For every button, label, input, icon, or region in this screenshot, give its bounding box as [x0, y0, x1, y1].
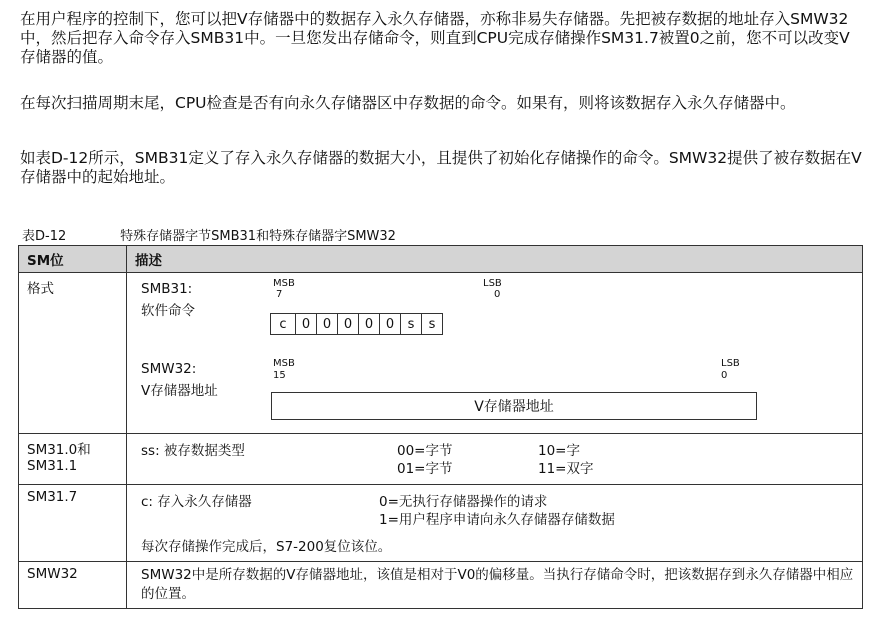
format-diagram	[127, 273, 862, 433]
table-caption	[22, 225, 396, 244]
table-row-smw32	[19, 562, 863, 609]
header-sm-bit: SM位	[19, 246, 127, 273]
bit-1: s	[400, 313, 422, 335]
sm317-value-1: 1=用户程序申请向永久存储器存储数据	[379, 512, 615, 528]
table-row-sm31-7	[19, 485, 863, 562]
smb31-bit-cells	[271, 313, 443, 335]
smw32-desc: V存储器地址	[141, 383, 218, 399]
paragraph-3: 如表D-12所示，SMB31定义了存入永久存储器的数据大小，且提供了初始化存储操作的命令。SMW32提供了被存数据在V存储器中的起始地址。	[20, 148, 862, 186]
sm317-desc-cell	[127, 485, 863, 562]
smb31-lsb: LSB	[483, 278, 502, 289]
bit-5: 0	[316, 313, 338, 335]
smw32-desc: SMW32中是所存数据的V存储器地址，该值是相对于V0的偏移量。当执行存储命令时，把该数据存到永久存储器中相应的位置。	[127, 562, 863, 609]
sm310-value-10: 10=字	[538, 443, 580, 459]
bit-7: c	[270, 313, 296, 335]
header-description: 描述	[127, 246, 863, 273]
sm310-value-11: 11=双字	[538, 461, 594, 477]
smb31-lsb-index: 0	[494, 289, 501, 300]
sm310-desc: ss: 被存数据类型	[141, 443, 245, 459]
paragraph-2: 在每次扫描周期末尾，CPU检查是否有向永久存储器区中存数据的命令。如果有，则将该数据存入永久存储器中。	[20, 93, 796, 112]
paragraph-1: 在用户程序的控制下，您可以把V存储器中的数据存入永久存储器，亦称非易失存储器。先把被存数据的地址存入SMW32中，然后把存入命令存入SMB31中。一旦您发出存储命令，则直到CPU完成存储操作SM31.7被置0之前，您不可以改变V存储器的值。	[20, 9, 850, 66]
sm310-value-01: 01=字节	[397, 461, 453, 477]
smw32-lsb: LSB	[721, 358, 740, 369]
smb31-msb: MSB	[273, 278, 295, 289]
table-header-row	[19, 246, 863, 273]
smb31-name: SMB31:	[141, 281, 193, 297]
sm310-label-line2: SM31.1	[27, 458, 78, 474]
sm-table	[18, 245, 863, 609]
smw32-word-box: V存储器地址	[271, 392, 757, 420]
sm317-desc: c: 存入永久存储器	[141, 494, 252, 510]
bit-0: s	[421, 313, 443, 335]
sm317-label: SM31.7	[19, 485, 127, 562]
table-row-sm31-0	[19, 434, 863, 485]
smw32-lsb-index: 0	[721, 370, 728, 381]
sm310-label-line1: SM31.0和	[27, 442, 91, 458]
sm317-note: 每次存储操作完成后，S7-200复位该位。	[141, 539, 392, 555]
sm317-value-0: 0=无执行存储器操作的请求	[379, 494, 548, 510]
bit-2: 0	[379, 313, 401, 335]
sm310-label	[19, 434, 127, 485]
sm310-value-00: 00=字节	[397, 443, 453, 459]
smb31-msb-index: 7	[276, 289, 283, 300]
format-row	[19, 273, 863, 434]
bit-6: 0	[295, 313, 317, 335]
sm310-desc-cell	[127, 434, 863, 485]
smw32-label: SMW32	[19, 562, 127, 609]
bit-3: 0	[358, 313, 380, 335]
bit-4: 0	[337, 313, 359, 335]
table-title: 特殊存储器字节SMB31和特殊存储器字SMW32	[120, 229, 396, 244]
smw32-name: SMW32:	[141, 361, 197, 377]
smw32-msb-index: 15	[273, 370, 286, 381]
smw32-msb: MSB	[273, 358, 295, 369]
format-label: 格式	[19, 273, 127, 434]
table-number: 表D-12	[22, 229, 67, 244]
smb31-desc: 软件命令	[141, 303, 195, 319]
